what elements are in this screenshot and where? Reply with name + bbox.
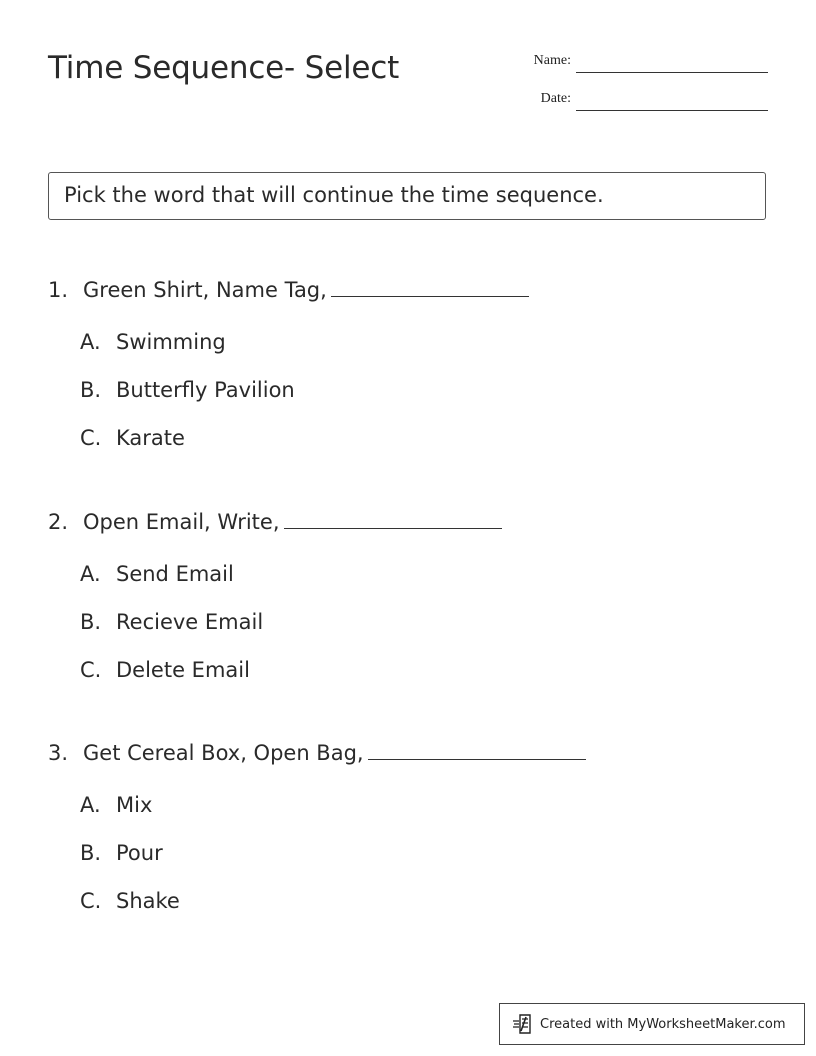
answer-blank[interactable] — [331, 272, 529, 297]
question-1 — [48, 272, 768, 470]
question-2 — [48, 504, 768, 702]
option-text: Mix — [116, 793, 153, 817]
name-field — [500, 53, 768, 73]
option-c[interactable] — [48, 422, 768, 470]
option-text: Swimming — [116, 330, 226, 354]
option-b[interactable] — [48, 837, 768, 885]
option-a[interactable] — [48, 558, 768, 606]
worksheet-maker-logo-icon — [512, 1013, 534, 1035]
option-text: Karate — [116, 426, 185, 450]
option-letter: B. — [80, 378, 102, 402]
question-text: Get Cereal Box, Open Bag, — [83, 741, 364, 765]
options-list — [48, 558, 768, 702]
question-3 — [48, 735, 768, 933]
option-a[interactable] — [48, 326, 768, 374]
option-text: Recieve Email — [116, 610, 264, 634]
option-letter: C. — [80, 889, 102, 913]
option-letter: C. — [80, 658, 102, 682]
footer-credit[interactable] — [499, 1003, 805, 1045]
option-b[interactable] — [48, 606, 768, 654]
date-field — [500, 91, 768, 111]
name-line[interactable] — [576, 72, 768, 73]
option-text: Send Email — [116, 562, 234, 586]
name-label: Name: — [533, 53, 571, 68]
question-number: 1. — [48, 278, 69, 302]
option-b[interactable] — [48, 374, 768, 422]
question-stem — [48, 272, 768, 304]
question-number: 2. — [48, 510, 69, 534]
option-text: Butterfly Pavilion — [116, 378, 295, 402]
option-letter: A. — [80, 330, 101, 354]
question-text: Green Shirt, Name Tag, — [83, 278, 327, 302]
answer-blank[interactable] — [284, 504, 502, 529]
question-stem — [48, 504, 768, 536]
question-stem — [48, 735, 768, 767]
option-letter: A. — [80, 793, 101, 817]
option-letter: B. — [80, 841, 102, 865]
question-text: Open Email, Write, — [83, 510, 280, 534]
options-list — [48, 326, 768, 470]
option-text: Shake — [116, 889, 180, 913]
instructions-box: Pick the word that will continue the time sequence. — [48, 172, 766, 220]
option-text: Pour — [116, 841, 163, 865]
option-letter: C. — [80, 426, 102, 450]
option-c[interactable] — [48, 885, 768, 933]
option-letter: B. — [80, 610, 102, 634]
options-list — [48, 789, 768, 933]
option-letter: A. — [80, 562, 101, 586]
option-a[interactable] — [48, 789, 768, 837]
question-number: 3. — [48, 741, 69, 765]
option-c[interactable] — [48, 654, 768, 702]
date-line[interactable] — [576, 110, 768, 111]
date-label: Date: — [540, 91, 571, 106]
answer-blank[interactable] — [368, 735, 586, 760]
footer-text: Created with MyWorksheetMaker.com — [540, 1016, 786, 1032]
option-text: Delete Email — [116, 658, 250, 682]
page-title: Time Sequence- Select — [48, 50, 400, 86]
